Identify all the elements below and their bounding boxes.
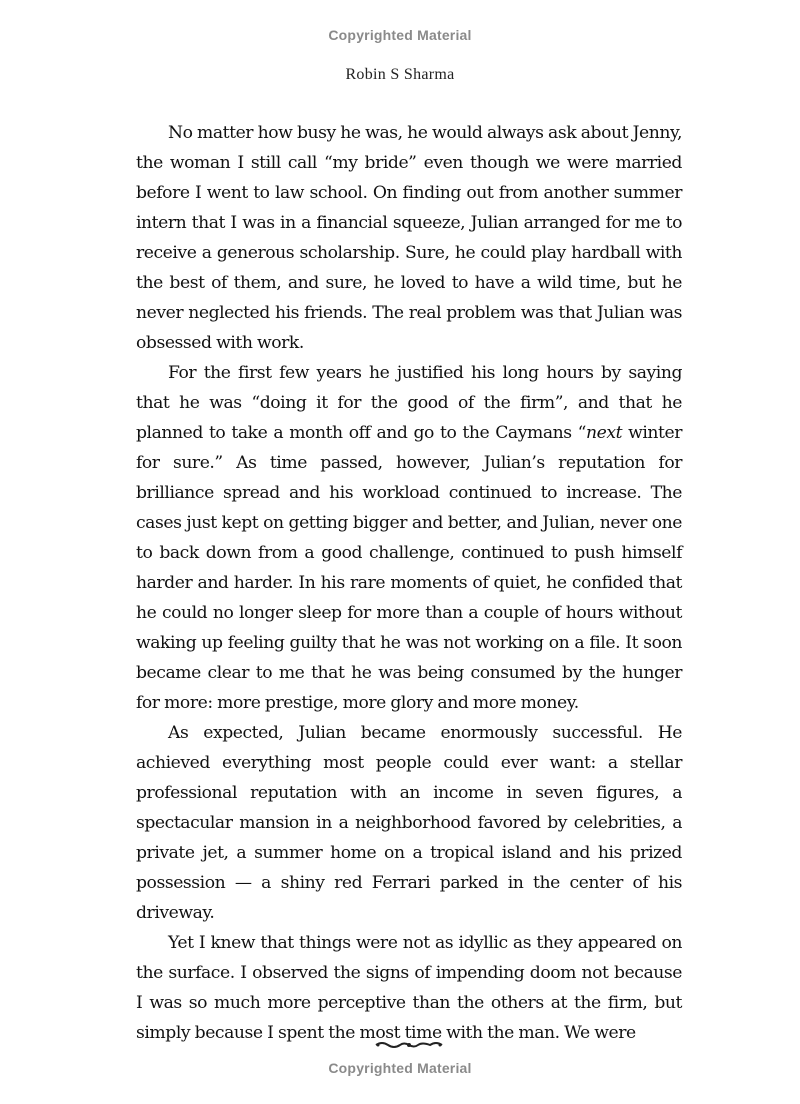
paragraph-2-before: For the first few years he justified his long hours by saying that he was “doing it for the good of the firm”, and that he planned to take a month off and go to the Caymans “	[136, 363, 682, 443]
copyright-watermark-top: Copyrighted Material	[328, 27, 472, 43]
paragraph-4: Yet I knew that things were not as idyllic as they appeared on the surface. I observed the signs of impending doom not because I was so much more perceptive than the others at the firm, but simply because I spent the most time with the man. We were	[136, 933, 682, 1043]
body-text	[136, 118, 682, 1048]
paragraph-3: As expected, Julian became enormously successful. He achieved everything most people could ever want: a stellar professional reputation with an income in seven figures, a spectacular mansion in a neighborhood favored by celebrities, a private jet, a summer home on a tropical island and his prized possession — a shiny red Ferrari parked in the center of his driveway.	[136, 723, 682, 923]
copyright-watermark-bottom: Copyrighted Material	[328, 1060, 472, 1076]
paragraph-2-emphasis: next	[586, 423, 623, 443]
running-head-author: Robin S Sharma	[345, 66, 455, 83]
ornament-divider-icon	[374, 1040, 444, 1050]
paragraph-2	[136, 358, 682, 718]
paragraph-2-after: winter for sure.” As time passed, however, Julian’s reputation for brilliance spread and his workload continued to increase. The cases just kept on getting bigger and better, and Julian, never one to back down from a good challenge, continued to push himself harder and harder. In his rare moments of quiet, he confided that he could no longer sleep for more than a couple of hours without waking up feeling guilty that he was not working on a file. It soon became clear to me that he was being consumed by the hunger for more: more prestige, more glory and more money.	[136, 423, 682, 713]
paragraph-1: No matter how busy he was, he would always ask about Jenny, the woman I still call “my bride” even though we were married before I went to law school. On finding out from another summer intern that I was in a financial squeeze, Julian arranged for me to receive a generous scholarship. Sure, he could play hardball with the best of them, and sure, he loved to have a wild time, but he never neglected his friends. The real problem was that Julian was obsessed with work.	[136, 123, 682, 353]
